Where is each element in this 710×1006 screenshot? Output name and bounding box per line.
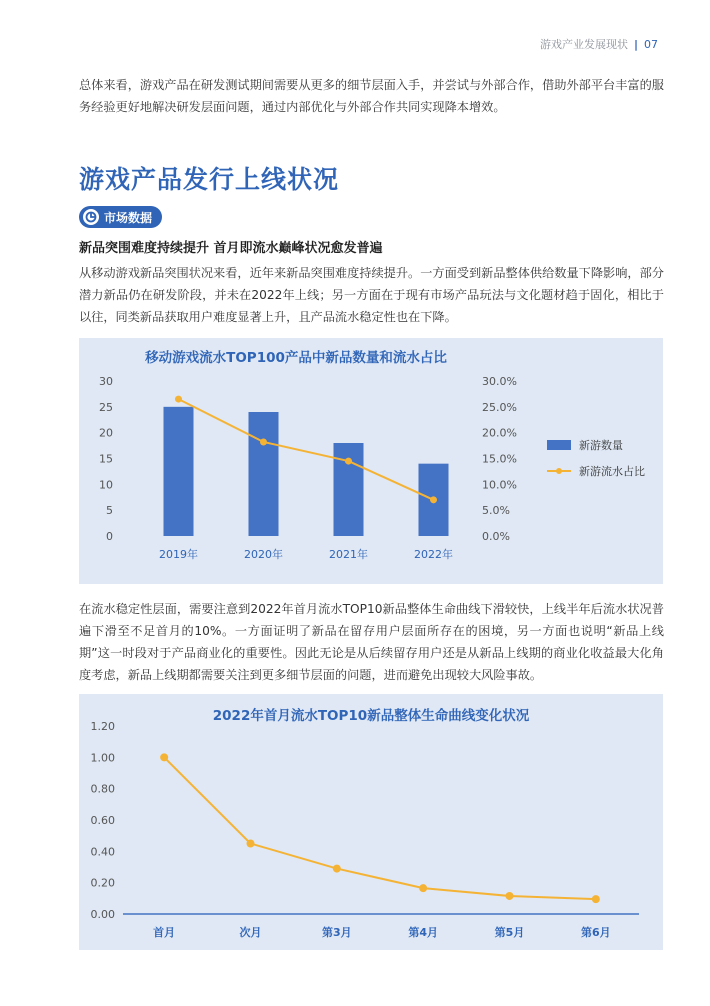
line-point — [419, 884, 427, 892]
y-left-tick-label: 0 — [106, 530, 113, 543]
legend-swatch-marker — [556, 468, 562, 474]
x-tick-label: 2019年 — [159, 548, 198, 561]
y-tick-label: 0.40 — [90, 845, 115, 859]
line-series — [179, 399, 434, 500]
x-tick-label: 第5月 — [494, 926, 525, 939]
y-tick-label: 0.00 — [90, 908, 115, 921]
x-tick-label: 第4月 — [408, 926, 438, 939]
market-data-tag — [79, 206, 162, 228]
x-tick-label: 次月 — [239, 926, 262, 939]
chart-2 — [79, 694, 663, 950]
y-tick-label: 0.20 — [90, 876, 115, 890]
line-point — [506, 892, 514, 900]
page-number: 07 — [644, 37, 658, 51]
chart-1-panel — [79, 338, 663, 584]
tag-label: 市场数据 — [104, 210, 153, 225]
x-tick-label: 首月 — [153, 926, 176, 939]
chart-title: 2022年首月流水TOP10新品整体生命曲线变化状况 — [212, 708, 530, 724]
line-series — [164, 757, 596, 899]
x-tick-label: 2020年 — [244, 548, 283, 561]
y-tick-label: 0.60 — [90, 814, 115, 827]
line-point — [592, 895, 600, 903]
y-right-tick-label: 30.0% — [482, 375, 517, 388]
line-point — [345, 458, 352, 465]
chart-icon — [83, 209, 99, 225]
chart-2-panel — [79, 694, 663, 950]
y-left-tick-label: 10 — [99, 478, 113, 492]
x-tick-label: 2022年 — [414, 548, 453, 561]
running-title: 游戏产业发展现状 — [539, 38, 628, 51]
y-right-tick-label: 20.0% — [482, 426, 517, 440]
header-separator: | — [633, 37, 638, 51]
line-point — [333, 865, 341, 873]
section-title: 游戏产品发行上线状况 — [79, 165, 340, 194]
y-tick-label: 1.20 — [90, 720, 115, 733]
bar — [164, 407, 194, 536]
intro-paragraph: 总体来看，游戏产品在研发测试期间需要从更多的细节层面入手，并尝试与外部合作，借助外部平台丰富的服务经验更好地解决研发层面问题，通过内部优化与外部合作共同实现降本增效。 — [79, 78, 664, 114]
x-tick-label: 第6月 — [581, 926, 611, 939]
y-tick-label: 0.80 — [90, 782, 115, 796]
legend-label: 新游流水占比 — [579, 465, 645, 478]
subheading: 新品突围难度持续提升 首月即流水巅峰状况愈发普遍 — [79, 241, 383, 256]
line-point — [260, 438, 267, 445]
y-right-tick-label: 5.0% — [482, 504, 510, 518]
y-left-tick-label: 20 — [99, 426, 113, 440]
chart-1 — [79, 338, 663, 584]
paragraph-2: 在流水稳定性层面，需要注意到2022年首月流水TOP10新品整体生命曲线下滑较快，上线半年后流水状况普遍下滑至不足首月的10%。一方面证明了新品在留存用户层面所存在的困境，另一方面也说明“新品上线期”这一时段对于产品商业化的重要性。因此无论是从后续留存用户还是从新品上线期的商业化收益最大化角度考虑，新品上线期都需要关注到更多细节层面的问题，进而避免出现较大风险事故。 — [79, 602, 664, 682]
y-right-tick-label: 25.0% — [482, 400, 517, 414]
y-right-tick-label: 15.0% — [482, 452, 517, 466]
y-left-tick-label: 5 — [106, 504, 113, 518]
x-tick-label: 2021年 — [329, 548, 368, 561]
y-right-tick-label: 0.0% — [482, 530, 510, 543]
x-tick-label: 第3月 — [322, 926, 352, 939]
line-point — [247, 840, 255, 848]
line-point — [430, 496, 437, 503]
running-header — [540, 36, 658, 52]
bar — [249, 412, 279, 536]
chart-title: 移动游戏流水TOP100产品中新品数量和流水占比 — [145, 350, 447, 366]
line-point — [160, 753, 168, 761]
y-left-tick-label: 15 — [99, 452, 113, 466]
paragraph-1: 从移动游戏新品突围状况来看，近年来新品突围难度持续提升。一方面受到新品整体供给数量下降影响，部分潜力新品仍在研发阶段，并未在2022年上线；另一方面在于现有市场产品玩法与文化题材趋于固化，相比于以往，同类新品获取用户难度显著上升，且产品流水稳定性也在下降。 — [79, 266, 664, 324]
bar — [334, 443, 364, 536]
y-left-tick-label: 25 — [99, 400, 113, 414]
line-point — [175, 396, 182, 403]
y-right-tick-label: 10.0% — [482, 478, 517, 492]
legend-swatch-bar — [547, 440, 571, 450]
y-left-tick-label: 30 — [99, 375, 113, 388]
y-tick-label: 1.00 — [90, 751, 115, 765]
legend-label: 新游数量 — [579, 439, 623, 452]
